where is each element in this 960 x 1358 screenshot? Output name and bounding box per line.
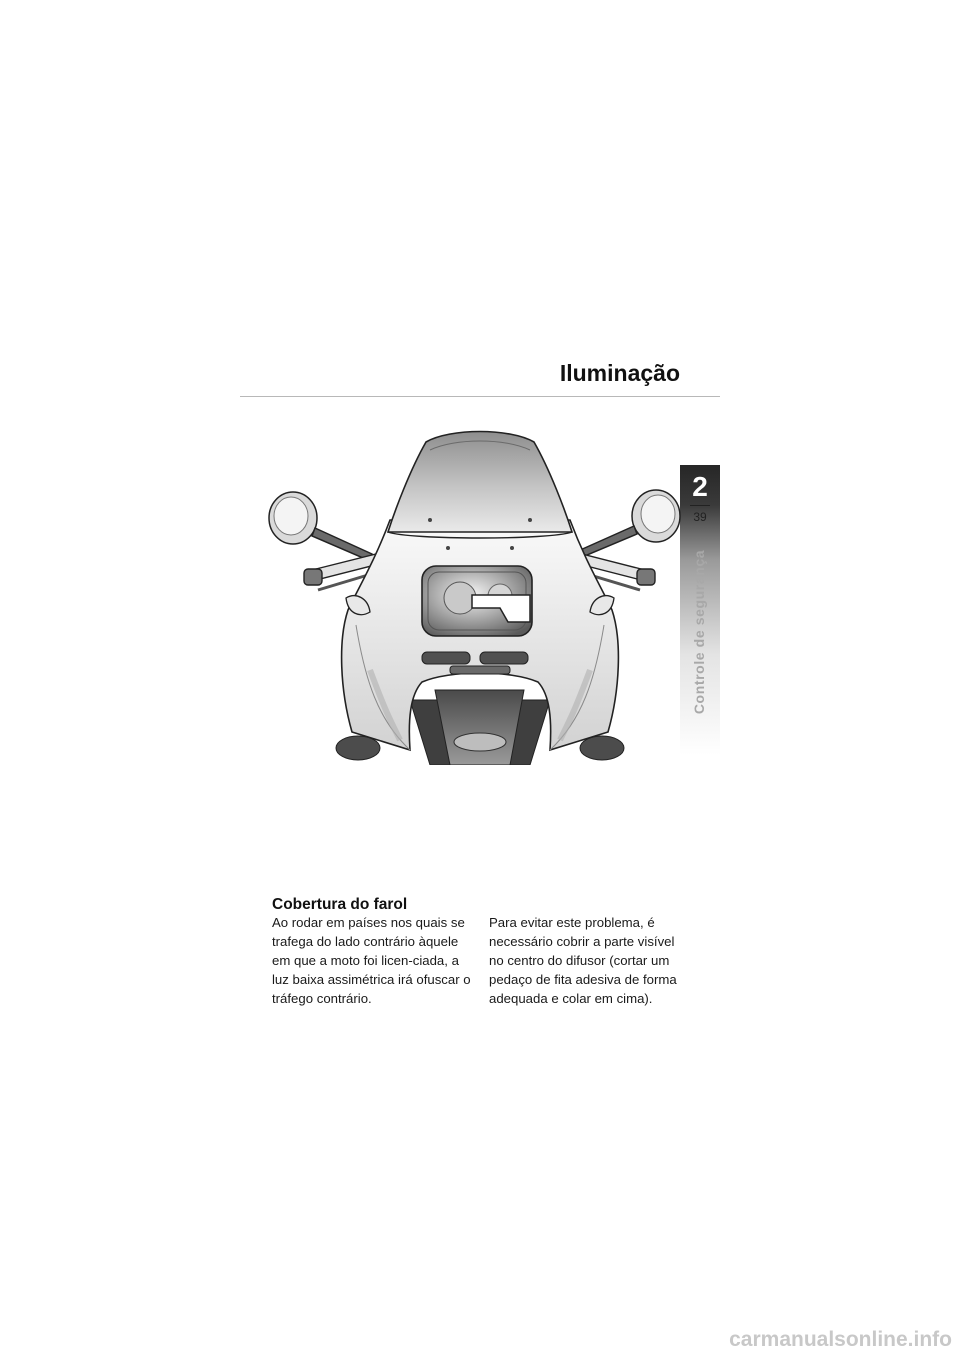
right-mirror <box>578 490 680 558</box>
body-text-column-1 <box>272 913 472 1008</box>
chapter-number: 2 <box>692 471 708 502</box>
left-mirror <box>269 492 372 561</box>
motorcycle-illustration <box>260 420 700 765</box>
windscreen <box>388 432 572 533</box>
paragraph-1: Ao rodar em países nos quais se trafega do lado contrário àquele em que a moto foi licen-ciada, a luz baixa assimétrica irá ofuscar o tráfego contrário. <box>272 915 471 1006</box>
page-title: Iluminação <box>559 360 680 386</box>
watermark: carmanualsonline.info <box>729 1328 952 1351</box>
body-text-column-2 <box>489 913 689 1008</box>
paragraph-2: Para evitar este problema, é necessário cobrir a parte visível no centro do difusor (cortar um pedaço de fita adesiva de forma adequada e colar em cima). <box>489 915 677 1006</box>
title-divider <box>240 396 720 397</box>
chapter-label: Controle de segurança <box>691 549 707 715</box>
section-title: Cobertura do farol <box>272 896 408 913</box>
page-number: 39 <box>693 510 707 524</box>
